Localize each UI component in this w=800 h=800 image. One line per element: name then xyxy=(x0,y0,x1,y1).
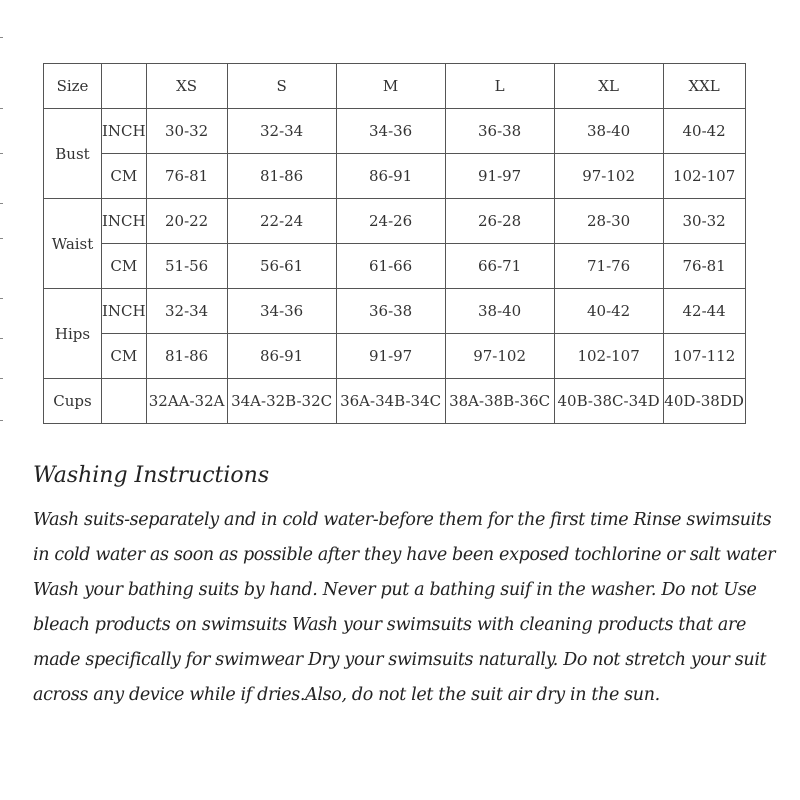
table-row xyxy=(44,289,746,334)
value-cell: 28-30 xyxy=(554,199,663,244)
value-cell: 86-91 xyxy=(227,334,336,379)
value-cell: 91-97 xyxy=(336,334,445,379)
table-row xyxy=(44,334,746,379)
size-chart xyxy=(43,63,746,424)
washing-title: Washing Instructions xyxy=(33,463,270,488)
value-cell: 32-34 xyxy=(227,109,336,154)
value-cell: 20-22 xyxy=(146,199,227,244)
measurement-label-waist: Waist xyxy=(44,199,102,289)
unit-header-empty xyxy=(102,64,147,109)
value-cell: 22-24 xyxy=(227,199,336,244)
unit-cell: CM xyxy=(102,244,147,289)
size-header-cell: XXL xyxy=(663,64,745,109)
value-cell: 102-107 xyxy=(663,154,745,199)
value-cell: 91-97 xyxy=(445,154,554,199)
value-cell: 42-44 xyxy=(663,289,745,334)
size-chart-table xyxy=(43,63,746,424)
measurement-label-bust: Bust xyxy=(44,109,102,199)
unit-cell: CM xyxy=(102,154,147,199)
value-cell: 26-28 xyxy=(445,199,554,244)
value-cell: 102-107 xyxy=(554,334,663,379)
value-cell: 76-81 xyxy=(146,154,227,199)
unit-cell: INCH xyxy=(102,109,147,154)
size-header-label: Size xyxy=(44,64,102,109)
table-row xyxy=(44,154,746,199)
value-cell: 56-61 xyxy=(227,244,336,289)
cup-cell: 40D-38DD xyxy=(663,379,745,424)
size-header-cell: M xyxy=(336,64,445,109)
value-cell: 86-91 xyxy=(336,154,445,199)
washing-instructions xyxy=(33,458,783,713)
table-row xyxy=(44,244,746,289)
table-row xyxy=(44,109,746,154)
value-cell: 34-36 xyxy=(227,289,336,334)
value-cell: 51-56 xyxy=(146,244,227,289)
value-cell: 38-40 xyxy=(445,289,554,334)
value-cell: 66-71 xyxy=(445,244,554,289)
washing-body: Wash suits-separately and in cold water-before them for the first time Rinse swimsuits in cold water as soon as possible after they have been exposed tochlorine or salt water Wash your bathing suits by hand. Never put a bathing suif in the washer. Do not Use bleach products on swimsuits Wash your swimsuits with cleaning products that are made specifically for swimwear Dry your swimsuits naturally. Do not stretch your suit across any device while if dries.Also, do not let the suit air dry in the sun. xyxy=(33,510,776,705)
cup-cell: 36A-34B-34C xyxy=(336,379,445,424)
unit-cell: CM xyxy=(102,334,147,379)
cups-row xyxy=(44,379,746,424)
size-header-cell: L xyxy=(445,64,554,109)
value-cell: 30-32 xyxy=(146,109,227,154)
value-cell: 81-86 xyxy=(146,334,227,379)
value-cell: 97-102 xyxy=(554,154,663,199)
unit-cell: INCH xyxy=(102,199,147,244)
value-cell: 38-40 xyxy=(554,109,663,154)
value-cell: 107-112 xyxy=(663,334,745,379)
cup-cell: 40B-38C-34D xyxy=(554,379,663,424)
value-cell: 97-102 xyxy=(445,334,554,379)
unit-cell-empty xyxy=(102,379,147,424)
size-header-cell: XL xyxy=(554,64,663,109)
value-cell: 24-26 xyxy=(336,199,445,244)
value-cell: 40-42 xyxy=(554,289,663,334)
value-cell: 36-38 xyxy=(336,289,445,334)
value-cell: 76-81 xyxy=(663,244,745,289)
size-header-row xyxy=(44,64,746,109)
measurement-label-hips: Hips xyxy=(44,289,102,379)
value-cell: 61-66 xyxy=(336,244,445,289)
value-cell: 81-86 xyxy=(227,154,336,199)
unit-cell: INCH xyxy=(102,289,147,334)
table-row xyxy=(44,199,746,244)
cup-cell: 34A-32B-32C xyxy=(227,379,336,424)
value-cell: 34-36 xyxy=(336,109,445,154)
size-header-cell: S xyxy=(227,64,336,109)
value-cell: 30-32 xyxy=(663,199,745,244)
value-cell: 36-38 xyxy=(445,109,554,154)
value-cell: 32-34 xyxy=(146,289,227,334)
value-cell: 71-76 xyxy=(554,244,663,289)
cup-cell: 38A-38B-36C xyxy=(445,379,554,424)
size-header-cell: XS xyxy=(146,64,227,109)
value-cell: 40-42 xyxy=(663,109,745,154)
cups-label: Cups xyxy=(44,379,102,424)
cup-cell: 32AA-32A xyxy=(146,379,227,424)
